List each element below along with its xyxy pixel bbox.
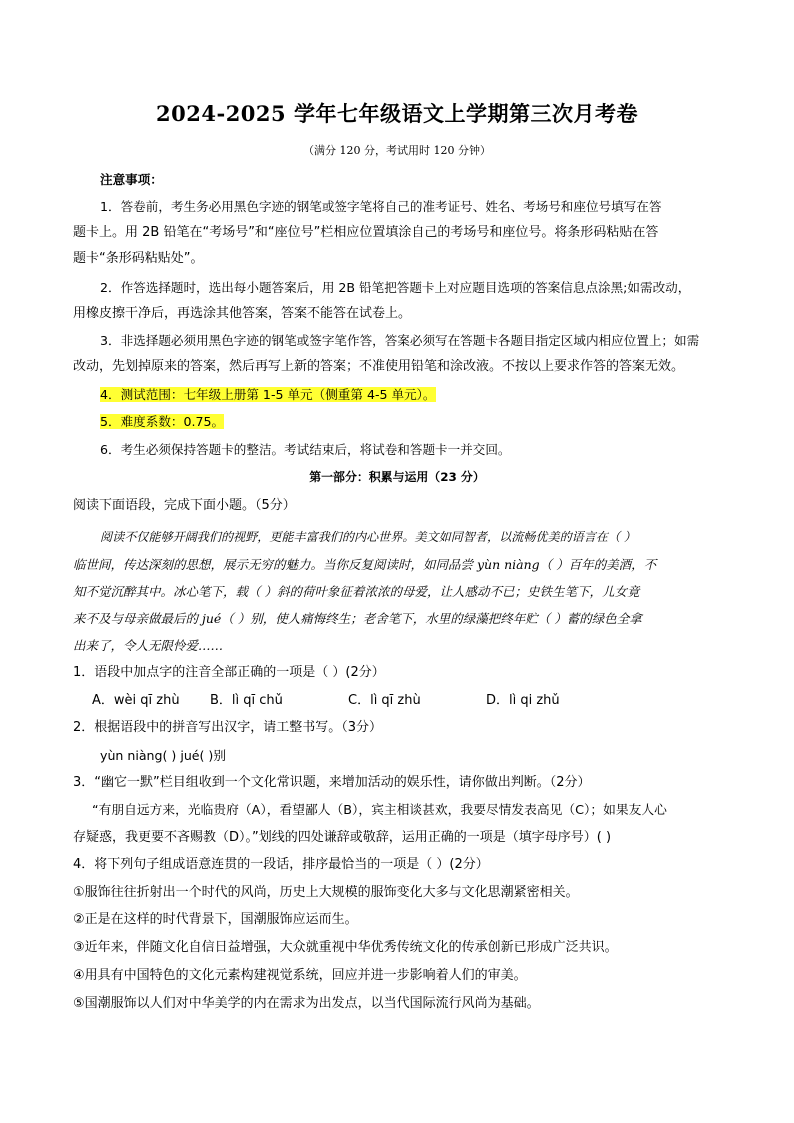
notice-heading: 注意事项：: [100, 172, 163, 187]
question-2: 2．根据语段中的拼音写出汉字，请工整书写。（3分）: [73, 720, 383, 735]
q4-sentence: ③近年来，伴随文化自信日益增强，大众就重视中华优秀传统文化的传承创新已形成广泛共识。: [73, 940, 618, 955]
passage-line: 临世间，传达深刻的思想，展示无穷的魅力。当你反复阅读时，如同品尝 yùn niàng（ ）百年的美酒，不: [73, 557, 657, 572]
notice-line: 1．答卷前，考生务必用黑色字迹的钢笔或签字笔将自己的准考证号、姓名、考场号和座位号填写在答: [100, 199, 662, 214]
q1-option-c: C．lì qī zhù: [348, 693, 421, 708]
notice-line: 2．作答选择题时，选出每小题答案后，用 2B 铅笔把答题卡上对应题目选项的答案信息点涂黑;如需改动，: [100, 280, 691, 295]
question-3: 3．“幽它一默”栏目组收到一个文化常识题，来增加活动的娱乐性，请你做出判断。（2分）: [73, 775, 591, 790]
exam-title: 2024-2025 学年七年级语文上学期第三次月考卷: [156, 101, 638, 126]
notice-line: 用橡皮擦干净后，再选涂其他答案，答案不能答在试卷上。: [73, 306, 412, 321]
q2-answer-line: yùn niàng( ) jué( )别: [100, 748, 226, 763]
q4-sentence: ②正是在这样的时代背景下，国潮服饰应运而生。: [73, 912, 358, 927]
notice-scope: [100, 385, 750, 405]
notice-line: 题卡“条形码粘贴处”。: [73, 251, 204, 266]
question-4: 4．将下列句子组成语意连贯的一段话，排序最恰当的一项是（ ）(2分）: [73, 857, 489, 872]
q1-option-a: A．wèi qī zhù: [92, 693, 180, 708]
exam-subtitle: （满分 120 分，考试用时 120 分钟）: [303, 144, 491, 157]
passage-line: 出来了，令人无限怜爱……: [73, 638, 224, 653]
notice-line: 3．非选择题必须用黑色字迹的钢笔或签字笔作答，答案必须写在答题卡各题目指定区域内相应位置上；如需: [100, 333, 700, 348]
highlighted-text: 5．难度系数：0.75。: [100, 414, 225, 429]
notice-line: 题卡上。用 2B 铅笔在“考场号”和“座位号”栏相应位置填涂自己的考场号和座位号。将条形码粘贴在答: [73, 225, 659, 240]
q4-sentence: ④用具有中国特色的文化元素构建视觉系统，回应并进一步影响着人们的审美。: [73, 968, 527, 983]
q1-option-d: D．lì qi zhǔ: [486, 693, 560, 708]
q4-sentence: ⑤国潮服饰以人们对中华美学的内在需求为出发点，以当代国际流行风尚为基础。: [73, 996, 540, 1011]
highlighted-text: 4．测试范围：七年级上册第 1-5 单元（侧重第 4-5 单元）。: [100, 387, 436, 402]
q1-option-b: B．lì qī chǔ: [210, 693, 283, 708]
q3-text-line: “有朋自远方来，光临贵府（A），看望鄙人（B），宾主相谈甚欢，我要尽情发表高见（C）；如果友人心: [92, 803, 667, 818]
notice-line: 改动，先划掉原来的答案，然后再写上新的答案；不准使用铅笔和涂改液。不按以上要求作答的答案无效。: [73, 359, 685, 374]
question-1: 1．语段中加点字的注音全部正确的一项是（ ）(2分）: [73, 665, 385, 680]
q4-sentence: ①服饰往往折射出一个时代的风尚，历史上大规模的服饰变化大多与文化思潮紧密相关。: [73, 885, 579, 900]
passage-line: 知不觉沉醉其中。冰心笔下，载（ ）斜的荷叶象征着浓浓的母爱，让人感动不已；史铁生笔下，儿女竟: [73, 584, 640, 599]
passage-line: 来不及与母亲做最后的 jué（ ）别，使人痛悔终生；老舍笔下，水里的绿藻把终年贮（ ）蓄的绿色全拿: [73, 611, 642, 626]
notice-line: 6．考生必须保持答题卡的整洁。考试结束后，将试卷和答题卡一并交回。: [100, 442, 511, 457]
section-heading: 第一部分：积累与运用（23 分）: [309, 470, 485, 484]
reading-intro: 阅读下面语段，完成下面小题。（5分）: [73, 498, 296, 513]
passage-line: 阅读不仅能够开阔我们的视野，更能丰富我们的内心世界。美文如同智者，以流畅优美的语言在（ ）: [100, 530, 636, 544]
q3-text-line: 存疑惑，我更要不吝赐教（D）。”划线的四处谦辞或敬辞，运用正确的一项是（填字母序号）( ): [73, 830, 612, 845]
notice-difficulty: [100, 412, 750, 432]
